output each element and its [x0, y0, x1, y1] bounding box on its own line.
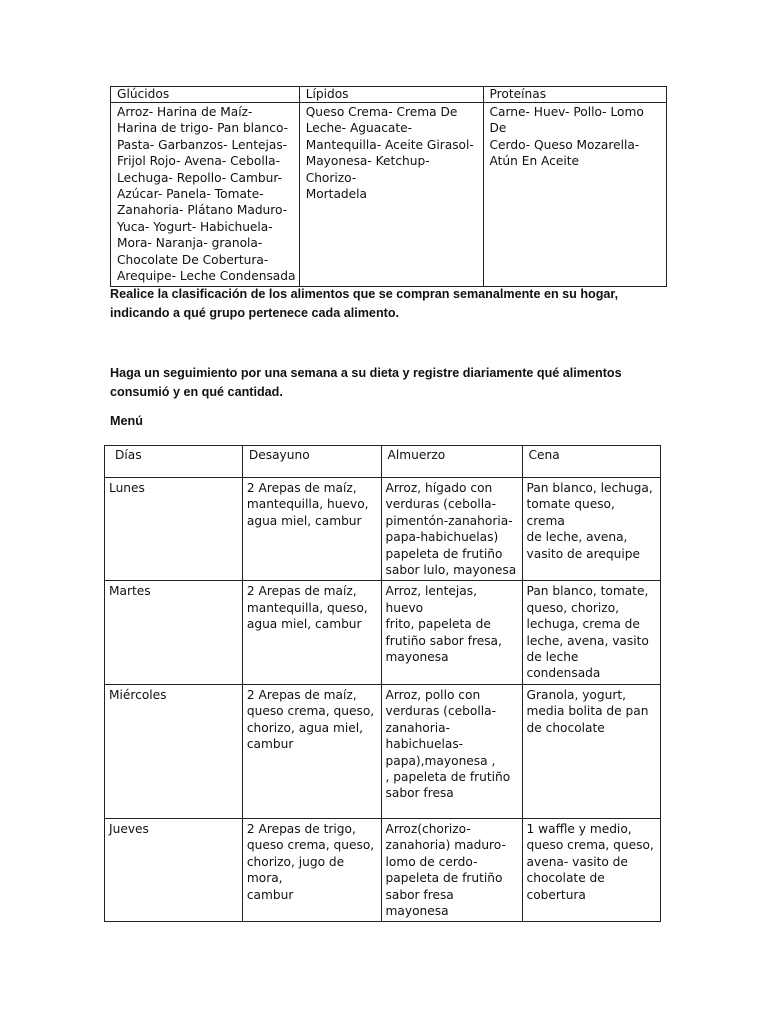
menu-table: [104, 445, 661, 922]
header-cena: Cena: [522, 446, 660, 478]
classification-table: [110, 86, 667, 287]
desayuno-cell: 2 Arepas de maíz, mantequilla, queso, agua miel, cambur: [242, 581, 381, 684]
almuerzo-cell: Arroz(chorizo- zanahoria) maduro- lomo de cerdo- papeleta de frutiño sabor fresa mayonesa: [381, 818, 522, 921]
instruction-paragraph-1: Realice la clasificación de los alimentos que se compran semanalmente en su hogar, indicando a qué grupo pertenece cada alimento.: [110, 287, 619, 320]
almuerzo-cell: Arroz, hígado con verduras (cebolla- pimentón-zanahoria- papa-habichuelas) papeleta de frutiño sabor lulo, mayonesa: [381, 478, 522, 581]
header-proteinas: Proteínas: [483, 87, 666, 103]
cena-cell: 1 waffle y medio, queso crema, queso, avena- vasito de chocolate de cobertura: [522, 818, 660, 921]
lipidos-list: Queso Crema- Crema De Leche- Aguacate- Mantequilla- Aceite Girasol- Mayonesa- Ketchup- Chorizo- Mortadela: [299, 103, 483, 287]
cena-cell: Granola, yogurt, media bolita de pan de chocolate: [522, 684, 660, 818]
header-glucidos: Glúcidos: [111, 87, 300, 103]
header-desayuno: Desayuno: [242, 446, 381, 478]
table-row: [105, 818, 661, 921]
cena-cell: Pan blanco, lechuga, tomate queso, crema de leche, avena, vasito de arequipe: [522, 478, 660, 581]
menu-label: Menú: [110, 414, 143, 428]
header-almuerzo: Almuerzo: [381, 446, 522, 478]
day-cell: Miércoles: [105, 684, 243, 818]
table-row: [105, 684, 661, 818]
instruction-paragraph-2: Haga un seguimiento por una semana a su dieta y registre diariamente qué alimentos consumió y en qué cantidad.: [110, 366, 622, 399]
day-cell: Jueves: [105, 818, 243, 921]
table-row: [105, 581, 661, 684]
classification-header-row: [111, 87, 667, 103]
almuerzo-cell: Arroz, pollo con verduras (cebolla- zanahoria- habichuelas- papa),mayonesa , , papeleta de frutiño sabor fresa: [381, 684, 522, 818]
day-cell: Martes: [105, 581, 243, 684]
day-cell: Lunes: [105, 478, 243, 581]
proteinas-list: Carne- Huev- Pollo- Lomo De Cerdo- Queso Mozarella- Atún En Aceite: [483, 103, 666, 287]
cena-cell: Pan blanco, tomate, queso, chorizo, lechuga, crema de leche, avena, vasito de leche condensada: [522, 581, 660, 684]
desayuno-cell: 2 Arepas de maíz, mantequilla, huevo, agua miel, cambur: [242, 478, 381, 581]
glucidos-list: Arroz- Harina de Maíz- Harina de trigo- Pan blanco- Pasta- Garbanzos- Lentejas- Frijol Rojo- Avena- Cebolla- Lechuga- Repollo- Cambur- Azúcar- Panela- Tomate- Zanahoria- Plátano Maduro- Yuca- Yogurt- Habichuela- Mora- Naranja- granola- Chocolate De Cobertura- Arequipe- Leche Condensada: [111, 103, 300, 287]
header-dias: Días: [105, 446, 243, 478]
desayuno-cell: 2 Arepas de trigo, queso crema, queso, chorizo, jugo de mora, cambur: [242, 818, 381, 921]
almuerzo-cell: Arroz, lentejas, huevo frito, papeleta de frutiño sabor fresa, mayonesa: [381, 581, 522, 684]
menu-header-row: [105, 446, 661, 478]
desayuno-cell: 2 Arepas de maíz, queso crema, queso, chorizo, agua miel, cambur: [242, 684, 381, 818]
table-row: [105, 478, 661, 581]
header-lipidos: Lípidos: [299, 87, 483, 103]
classification-content-row: [111, 103, 667, 287]
